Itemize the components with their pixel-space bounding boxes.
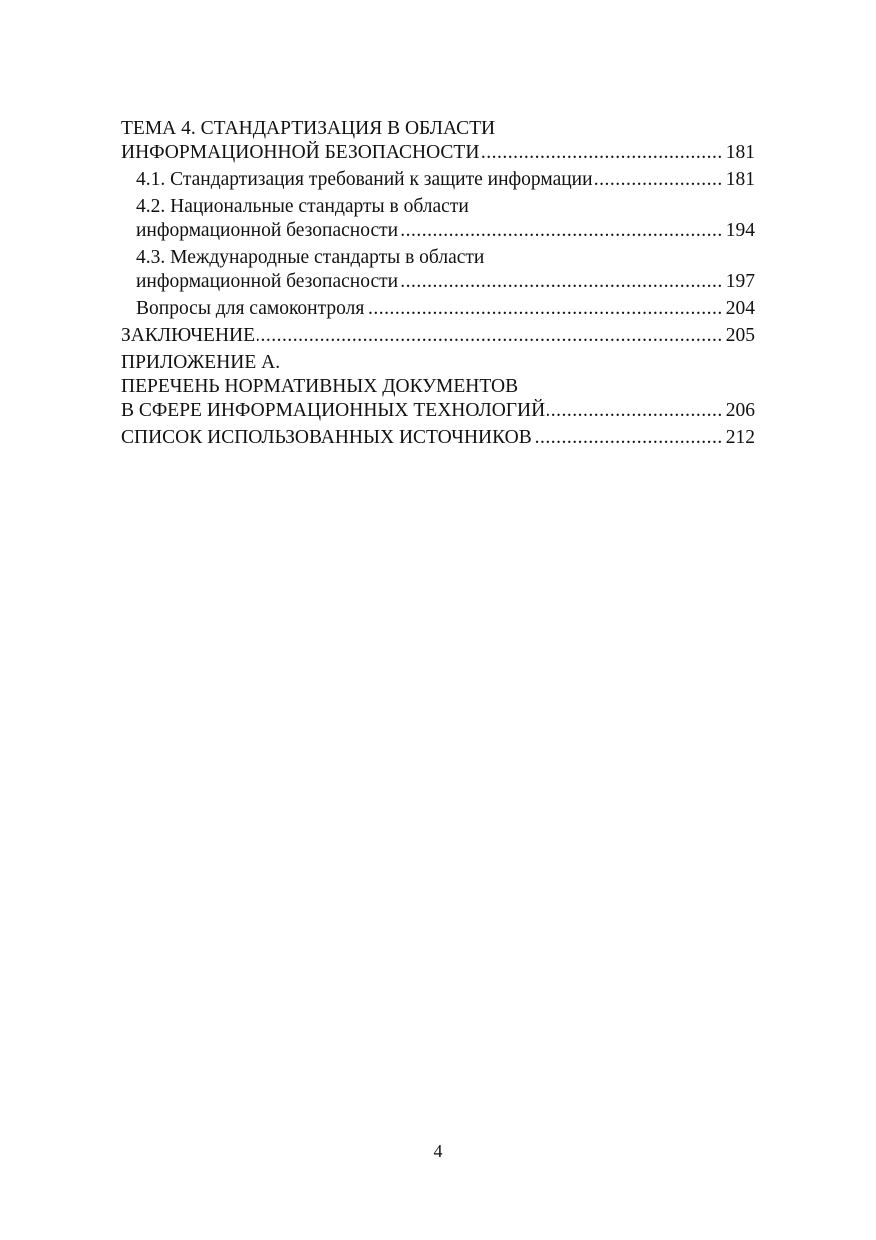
toc-entry-title-line: ПЕРЕЧЕНЬ НОРМАТИВНЫХ ДОКУМЕНТОВ	[121, 376, 519, 397]
dot-leader	[547, 399, 723, 423]
toc-page-number: 206	[725, 400, 755, 421]
toc-entry-title-line: 4.3. Международные стандарты в области	[136, 247, 485, 268]
toc-entry-title: ЗАКЛЮЧЕНИЕ	[121, 325, 256, 346]
toc-entry-self-check-questions[interactable]	[121, 297, 755, 321]
toc-entry-title: В СФЕРЕ ИНФОРМАЦИОННЫХ ТЕХНОЛОГИЙ	[121, 400, 546, 421]
page-number: 4	[433, 1141, 443, 1161]
toc-page-number: 181	[725, 142, 755, 163]
toc-entry-title: 4.1. Стандартизация требований к защите информации	[136, 169, 593, 190]
toc-entry-title-line: 4.2. Национальные стандарты в области	[136, 196, 469, 217]
toc-entry-last-line	[136, 270, 755, 294]
toc-entry-title: ИНФОРМАЦИОННОЙ БЕЗОПАСНОСТИ	[121, 142, 480, 163]
toc-page-number: 197	[725, 271, 755, 292]
dot-leader	[595, 168, 723, 192]
toc-page-number: 212	[725, 427, 755, 448]
toc-entry-last-line	[121, 141, 755, 165]
toc-entry-last-line	[136, 219, 755, 243]
toc-entry-4-1[interactable]	[121, 168, 755, 192]
toc-page-number: 194	[725, 220, 755, 241]
dot-leader	[257, 324, 723, 348]
toc-entry-last-line	[121, 324, 755, 348]
table-of-contents	[121, 117, 755, 450]
toc-entry-topic-4[interactable]	[121, 117, 755, 165]
toc-entry-last-line	[121, 426, 755, 450]
toc-entry-appendix-a[interactable]	[121, 351, 755, 423]
toc-entry-title: информационной безопасности	[136, 220, 399, 241]
toc-entry-last-line	[121, 399, 755, 423]
toc-entry-last-line	[136, 168, 755, 192]
dot-leader	[481, 141, 722, 165]
dot-leader	[534, 426, 723, 450]
toc-entry-title: информационной безопасности	[136, 271, 399, 292]
toc-page-number: 181	[725, 169, 755, 190]
toc-entry-4-2[interactable]	[121, 195, 755, 243]
toc-entry-last-line	[136, 297, 755, 321]
toc-entry-title: Вопросы для самоконтроля	[136, 298, 365, 319]
toc-entry-title-line: ПРИЛОЖЕНИЕ А.	[121, 352, 281, 373]
dot-leader	[366, 297, 722, 321]
toc-page-number: 205	[725, 325, 755, 346]
toc-page-number: 204	[725, 298, 755, 319]
toc-entry-4-3[interactable]	[121, 246, 755, 294]
toc-entry-conclusion[interactable]	[121, 324, 755, 348]
toc-entry-title: СПИСОК ИСПОЛЬЗОВАННЫХ ИСТОЧНИКОВ	[121, 427, 532, 448]
toc-entry-title-line: ТЕМА 4. СТАНДАРТИЗАЦИЯ В ОБЛАСТИ	[121, 118, 496, 139]
toc-entry-references[interactable]	[121, 426, 755, 450]
dot-leader	[400, 219, 723, 243]
dot-leader	[400, 270, 723, 294]
